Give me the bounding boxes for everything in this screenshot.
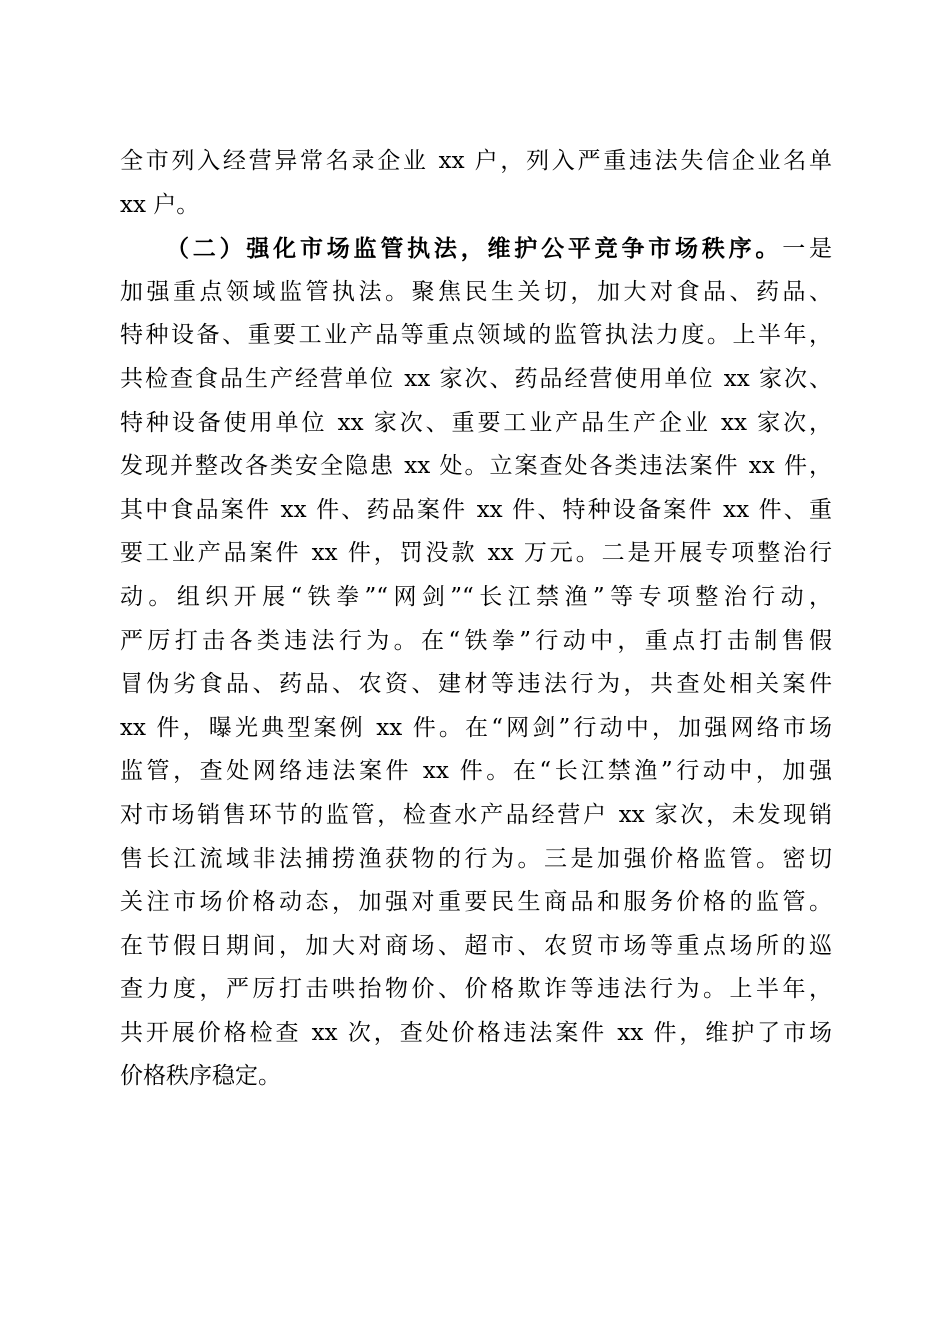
paragraph-line: 严厉打击各类违法行为。在“铁拳”行动中，重点打击制售假	[120, 627, 832, 654]
paragraph-line: 对市场销售环节的监管，检查水产品经营户 xx 家次，未发现销	[120, 801, 832, 828]
paragraph-line: 在节假日期间，加大对商场、超市、农贸市场等重点场所的巡	[120, 932, 832, 959]
paragraph-line: 价格秩序稳定。	[120, 1063, 281, 1090]
paragraph-line: 共检查食品生产经营单位 xx 家次、药品经营使用单位 xx 家次、	[120, 365, 832, 392]
paragraph-line: 其中食品案件 xx 件、药品案件 xx 件、特种设备案件 xx 件、重	[120, 496, 832, 523]
paragraph-line: 动。组织开展“铁拳”“网剑”“长江禁渔”等专项整治行动，	[120, 583, 832, 610]
paragraph-line: xx 件，曝光典型案例 xx 件。在“网剑”行动中，加强网络市场	[120, 714, 832, 741]
paragraph-line: 特种设备、重要工业产品等重点领域的监管执法力度。上半年，	[120, 322, 832, 349]
paragraph-line: 冒伪劣食品、药品、农资、建材等违法行为，共查处相关案件	[120, 671, 832, 698]
section-heading: （二）强化市场监管执法，维护公平竞争市场秩序。	[166, 235, 783, 263]
heading-line-rest: 一是	[782, 236, 833, 263]
paragraph-line: 加强重点领域监管执法。聚焦民生关切，加大对食品、药品、	[120, 278, 832, 305]
paragraph-line: 特种设备使用单位 xx 家次、重要工业产品生产企业 xx 家次，	[120, 409, 832, 436]
paragraph-line: 关注市场价格动态，加强对重要民生商品和服务价格的监管。	[120, 889, 832, 916]
paragraph-line: 发现并整改各类安全隐患 xx 处。立案查处各类违法案件 xx 件，	[120, 453, 832, 480]
section-heading-line	[120, 227, 832, 271]
paragraph-line: 要工业产品案件 xx 件，罚没款 xx 万元。二是开展专项整治行	[120, 540, 832, 567]
paragraph-line: xx 户。	[120, 191, 200, 218]
paragraph-line: 查力度，严厉打击哄抬物价、价格欺诈等违法行为。上半年，	[120, 976, 832, 1003]
paragraph-line: 共开展价格检查 xx 次，查处价格违法案件 xx 件，维护了市场	[120, 1019, 832, 1046]
paragraph-line: 售长江流域非法捕捞渔获物的行为。三是加强价格监管。密切	[120, 845, 832, 872]
body-text	[120, 140, 832, 1099]
paragraph-line: 监管，查处网络违法案件 xx 件。在“长江禁渔”行动中，加强	[120, 758, 832, 785]
paragraph-line: 全市列入经营异常名录企业 xx 户，列入严重违法失信企业名单	[120, 148, 832, 174]
